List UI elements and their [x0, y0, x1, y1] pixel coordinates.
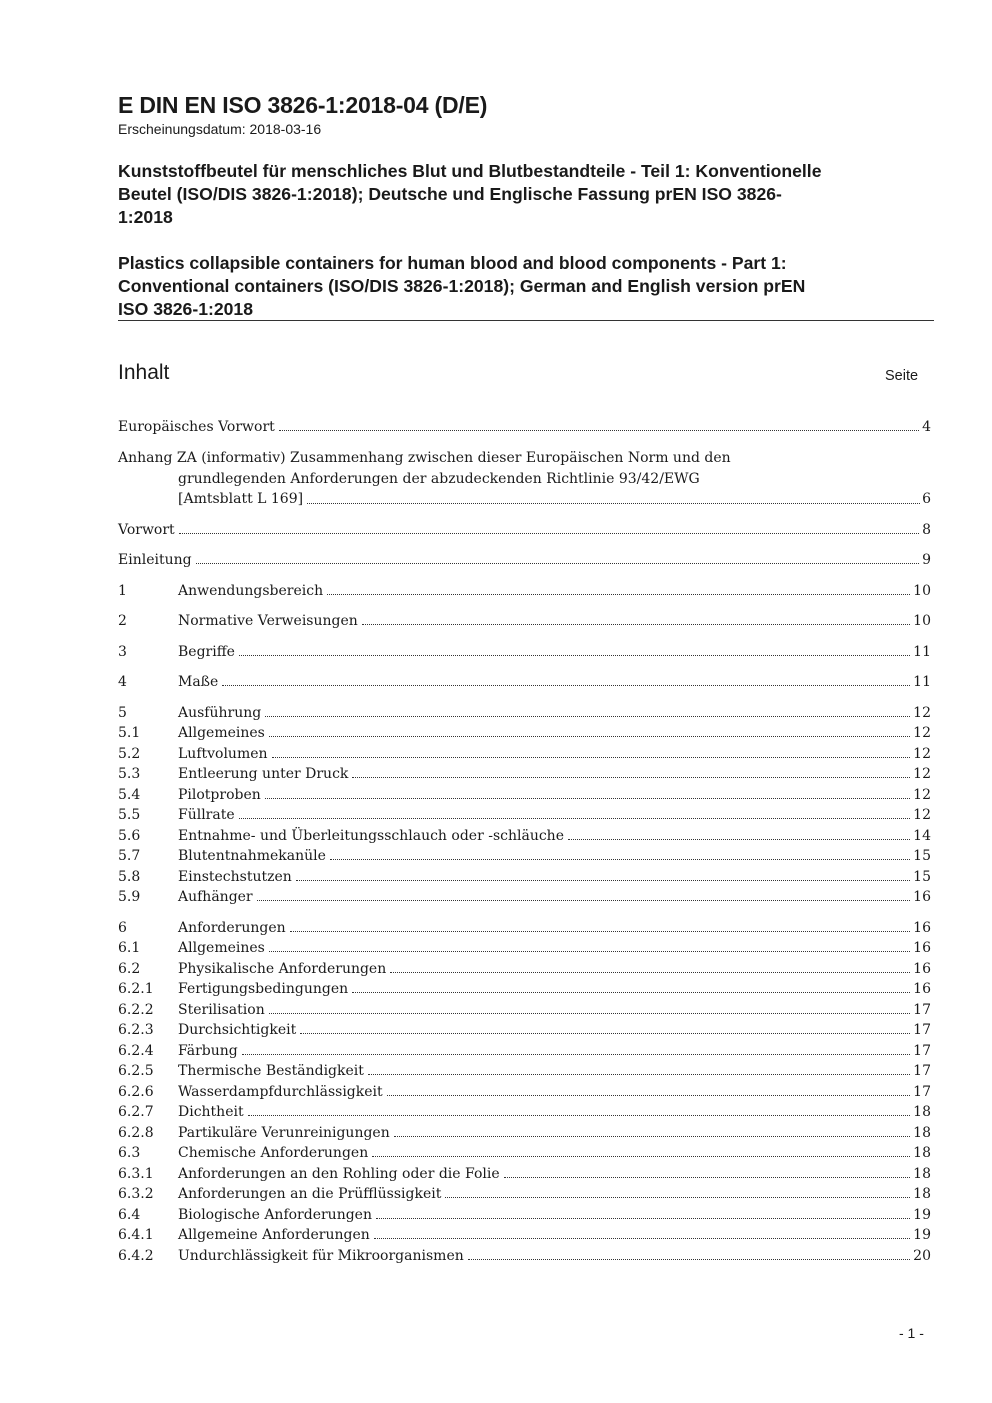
toc-entry-title: Wasserdampfdurchlässigkeit [178, 1084, 383, 1100]
toc-entry-page: 17 [913, 1043, 931, 1059]
toc-entry-title: Einstechstutzen [178, 869, 292, 885]
toc-entry-title: Vorwort [118, 522, 175, 538]
toc-entry-page: 12 [913, 705, 931, 721]
toc-entry[interactable] [118, 1184, 931, 1204]
toc-leader-dots [368, 1074, 910, 1075]
toc-entry-title: Füllrate [178, 807, 235, 823]
toc-entry-page: 4 [922, 419, 931, 435]
toc-entry[interactable] [118, 867, 931, 887]
toc-entry-page: 17 [913, 1002, 931, 1018]
toc-entry-page: 17 [913, 1084, 931, 1100]
toc-leader-dots [330, 859, 910, 860]
toc-entry-page: 18 [913, 1186, 931, 1202]
toc-entry-title: Sterilisation [178, 1002, 265, 1018]
toc-leader-dots [269, 736, 910, 737]
toc-leader-dots [239, 818, 910, 819]
toc-entry-title: Anhang ZA (informativ) Zusammenhang zwischen dieser Europäischen Norm und den [118, 450, 731, 466]
toc-entry[interactable] [118, 703, 931, 723]
toc-leader-dots [265, 798, 910, 799]
toc-entry-number: 2 [118, 613, 127, 629]
toc-entry-number: 1 [118, 583, 127, 599]
toc-entry-page: 9 [922, 552, 931, 568]
toc-entry[interactable] [118, 1246, 931, 1266]
toc-entry-title: Einleitung [118, 552, 192, 568]
toc-entry-number: 6.2 [118, 961, 141, 977]
toc-entry-number: 5.3 [118, 766, 141, 782]
toc-entry-number: 5.1 [118, 725, 141, 741]
toc-entry-page: 10 [913, 613, 931, 629]
toc-entry[interactable] [118, 1102, 931, 1122]
toc-entry-title: Undurchlässigkeit für Mikroorganismen [178, 1248, 464, 1264]
toc-leader-dots [327, 594, 910, 595]
toc-entry-page: 12 [913, 787, 931, 803]
toc-leader-dots [239, 655, 910, 656]
toc-entry[interactable] [118, 1205, 931, 1225]
toc-entry[interactable] [118, 1225, 931, 1245]
toc-entry-title: Anforderungen an den Rohling oder die Folie [178, 1166, 500, 1182]
toc-entry[interactable] [118, 959, 931, 979]
toc-entry-title: Biologische Anforderungen [178, 1207, 372, 1223]
toc-entry-number: 5.8 [118, 869, 141, 885]
toc-leader-dots [445, 1197, 910, 1198]
toc-entry-number: 5.5 [118, 807, 141, 823]
toc-entry-page: 10 [913, 583, 931, 599]
toc-leader-dots [269, 951, 910, 952]
toc-leader-dots [196, 563, 919, 564]
toc-entry-page: 16 [913, 940, 931, 956]
toc-entry-title: Maße [178, 674, 219, 690]
toc-entry-page: 8 [922, 522, 931, 538]
toc-leader-dots [372, 1156, 910, 1157]
toc-entry-title: Durchsichtigkeit [178, 1022, 297, 1038]
title-english [118, 252, 933, 321]
toc-entry[interactable] [118, 520, 931, 540]
toc-entry-page: 20 [913, 1248, 931, 1264]
title-german-line: Beutel (ISO/DIS 3826-1:2018); Deutsche und Englische Fassung prEN ISO 3826- [118, 184, 782, 204]
toc-entry[interactable] [118, 1143, 931, 1163]
toc-leader-dots [265, 716, 910, 717]
toc-entry-page: 18 [913, 1104, 931, 1120]
toc-leader-dots [376, 1218, 910, 1219]
toc-entry-number: 6.2.7 [118, 1104, 154, 1120]
toc-entry-number: 6.2.6 [118, 1084, 154, 1100]
title-english-line: Conventional containers (ISO/DIS 3826-1:2018); German and English version prEN [118, 276, 806, 296]
toc-entry-title: Aufhänger [178, 889, 253, 905]
toc-entry[interactable] [118, 1082, 931, 1102]
toc-leader-dots [352, 777, 910, 778]
toc-entry-title: Färbung [178, 1043, 238, 1059]
title-german-line: 1:2018 [118, 207, 173, 227]
toc-entry[interactable] [118, 417, 931, 437]
toc-entry-number: 6.3 [118, 1145, 141, 1161]
toc-entry-page: 16 [913, 981, 931, 997]
toc-entry-page: 11 [913, 644, 931, 660]
toc-entry-title: Begriffe [178, 644, 235, 660]
toc-entry-number: 6.2.5 [118, 1063, 154, 1079]
toc-entry-number: 5.9 [118, 889, 141, 905]
toc-entry[interactable] [118, 846, 931, 866]
toc-entry-number: 5.2 [118, 746, 141, 762]
toc-entry-title: Chemische Anforderungen [178, 1145, 369, 1161]
toc-entry-number: 6.4.2 [118, 1248, 154, 1264]
toc-entry[interactable] [118, 1123, 931, 1143]
toc-entry-number: 5.6 [118, 828, 141, 844]
toc-entry-title: Allgemeine Anforderungen [178, 1227, 370, 1243]
toc-entry[interactable] [118, 764, 931, 784]
toc-entry-title: Luftvolumen [178, 746, 268, 762]
toc-leader-dots [468, 1259, 910, 1260]
toc-entry-page: 16 [913, 961, 931, 977]
title-divider [118, 320, 934, 321]
toc-entry-number: 6.2.8 [118, 1125, 154, 1141]
toc-leader-dots [504, 1177, 910, 1178]
toc-entry-number: 4 [118, 674, 127, 690]
toc-leader-dots [390, 972, 910, 973]
toc-entry-number: 6.2.3 [118, 1022, 154, 1038]
page-number: - 1 - [899, 1325, 924, 1341]
toc-entry[interactable] [118, 887, 931, 907]
toc-entry-number: 6.2.4 [118, 1043, 154, 1059]
title-english-line: Plastics collapsible containers for human blood and blood components - Part 1: [118, 253, 787, 273]
toc-entry-page: 18 [913, 1166, 931, 1182]
toc-entry[interactable] [118, 1164, 931, 1184]
toc-heading: Inhalt [118, 361, 170, 384]
toc-entry-number: 6.1 [118, 940, 141, 956]
toc-leader-dots [568, 839, 910, 840]
toc-entry-page: 15 [913, 848, 931, 864]
toc-entry-number: 6.4 [118, 1207, 141, 1223]
toc-entry[interactable] [118, 1061, 931, 1081]
toc-entry-page: 12 [913, 725, 931, 741]
toc-entry-title: Anforderungen [178, 920, 286, 936]
toc-entry-number: 6 [118, 920, 127, 936]
toc-entry[interactable] [118, 938, 931, 958]
toc-leader-dots [374, 1238, 910, 1239]
toc-entry[interactable] [118, 979, 931, 999]
toc-leader-dots [222, 685, 910, 686]
toc-entry-number: 6.2.1 [118, 981, 154, 997]
toc-entry[interactable] [118, 581, 931, 601]
toc-entry-page: 19 [913, 1207, 931, 1223]
toc-entry[interactable] [118, 550, 931, 570]
toc-entry[interactable] [118, 785, 931, 805]
toc-entry-page: 17 [913, 1022, 931, 1038]
toc-entry-title: Fertigungsbedingungen [178, 981, 349, 997]
toc-entry-number: 5.7 [118, 848, 141, 864]
toc-entry[interactable] [118, 826, 931, 846]
toc-entry[interactable] [118, 672, 931, 692]
toc-entry-title: Entnahme- und Überleitungsschlauch oder -schläuche [178, 828, 564, 844]
toc-leader-dots [307, 489, 920, 504]
toc-entry-page: 17 [913, 1063, 931, 1079]
toc-entry-page: 16 [913, 889, 931, 905]
toc-leader-dots [279, 430, 919, 431]
toc-leader-dots [269, 1013, 910, 1014]
toc-leader-dots [248, 1115, 910, 1116]
toc-entry-page: 16 [913, 920, 931, 936]
toc-leader-dots [242, 1054, 910, 1055]
publication-date: Erscheinungsdatum: 2018-03-16 [118, 121, 322, 137]
toc-entry-title: Entleerung unter Druck [178, 766, 349, 782]
toc-entry[interactable] [118, 1020, 931, 1040]
toc-entry[interactable] [118, 642, 931, 662]
toc-entry-page: 18 [913, 1125, 931, 1141]
toc-entry-title: Allgemeines [178, 725, 265, 741]
toc-entry[interactable] [118, 744, 931, 764]
toc-leader-dots [352, 992, 910, 993]
toc-entry-page: 15 [913, 869, 931, 885]
toc-entry-page: 12 [913, 766, 931, 782]
toc-entry-title: Pilotproben [178, 787, 261, 803]
toc-entry-page: 12 [913, 746, 931, 762]
toc-entry[interactable] [118, 1000, 931, 1020]
toc-entry[interactable] [118, 918, 931, 938]
toc-entry-title: Normative Verweisungen [178, 613, 358, 629]
toc-leader-dots [394, 1136, 910, 1137]
toc-entry-number: 3 [118, 644, 127, 660]
toc-entry[interactable] [118, 805, 931, 825]
toc-entry-title: Anforderungen an die Prüfflüssigkeit [178, 1186, 442, 1202]
toc-leader-dots [272, 757, 910, 758]
toc-entry-title: Europäisches Vorwort [118, 419, 275, 435]
toc-entry-page: 14 [913, 828, 931, 844]
toc-entry-number: 6.3.2 [118, 1186, 154, 1202]
toc-entry-title: Ausführung [178, 705, 262, 721]
toc-entry-title: Thermische Beständigkeit [178, 1063, 364, 1079]
toc-entry-title: Blutentnahmekanüle [178, 848, 326, 864]
toc-entry-number: 5 [118, 705, 127, 721]
toc-entry-title: [Amtsblatt L 169] [178, 489, 305, 510]
toc-entry-number: 5.4 [118, 787, 141, 803]
toc-entry-page: 19 [913, 1227, 931, 1243]
toc-entry-title: Partikuläre Verunreinigungen [178, 1125, 390, 1141]
title-german-line: Kunststoffbeutel für menschliches Blut und Blutbestandteile - Teil 1: Konventionelle [118, 161, 822, 181]
toc-entry-page: 6 [922, 491, 931, 507]
toc-leader-dots [296, 880, 910, 881]
toc-entry-title: grundlegenden Anforderungen der abzudeckenden Richtlinie 93/42/EWG [178, 470, 700, 487]
toc-entry-page: 11 [913, 674, 931, 690]
toc-entry-title: Physikalische Anforderungen [178, 961, 387, 977]
toc-entry[interactable] [118, 611, 931, 631]
toc-leader-dots [257, 900, 910, 901]
toc-entry-page: 12 [913, 807, 931, 823]
toc-leader-dots [290, 931, 910, 932]
toc-leader-dots [362, 624, 910, 625]
title-german [118, 160, 933, 229]
toc-entry-number: 6.4.1 [118, 1227, 154, 1243]
toc-entry-title: Dichtheit [178, 1104, 244, 1120]
toc-page-label: Seite [885, 368, 919, 384]
toc-entry[interactable] [118, 723, 931, 743]
title-english-line: ISO 3826-1:2018 [118, 299, 253, 319]
toc-leader-dots [300, 1033, 910, 1034]
document-id: E DIN EN ISO 3826-1:2018-04 (D/E) [118, 92, 488, 118]
toc-leader-dots [179, 533, 919, 534]
toc-entry-number: 6.2.2 [118, 1002, 154, 1018]
toc-entry-number: 6.3.1 [118, 1166, 154, 1182]
toc-entry-title: Allgemeines [178, 940, 265, 956]
toc-entry-page: 18 [913, 1145, 931, 1161]
toc-leader-dots [387, 1095, 910, 1096]
toc-entry-title: Anwendungsbereich [178, 583, 324, 599]
toc-entry[interactable] [118, 1041, 931, 1061]
